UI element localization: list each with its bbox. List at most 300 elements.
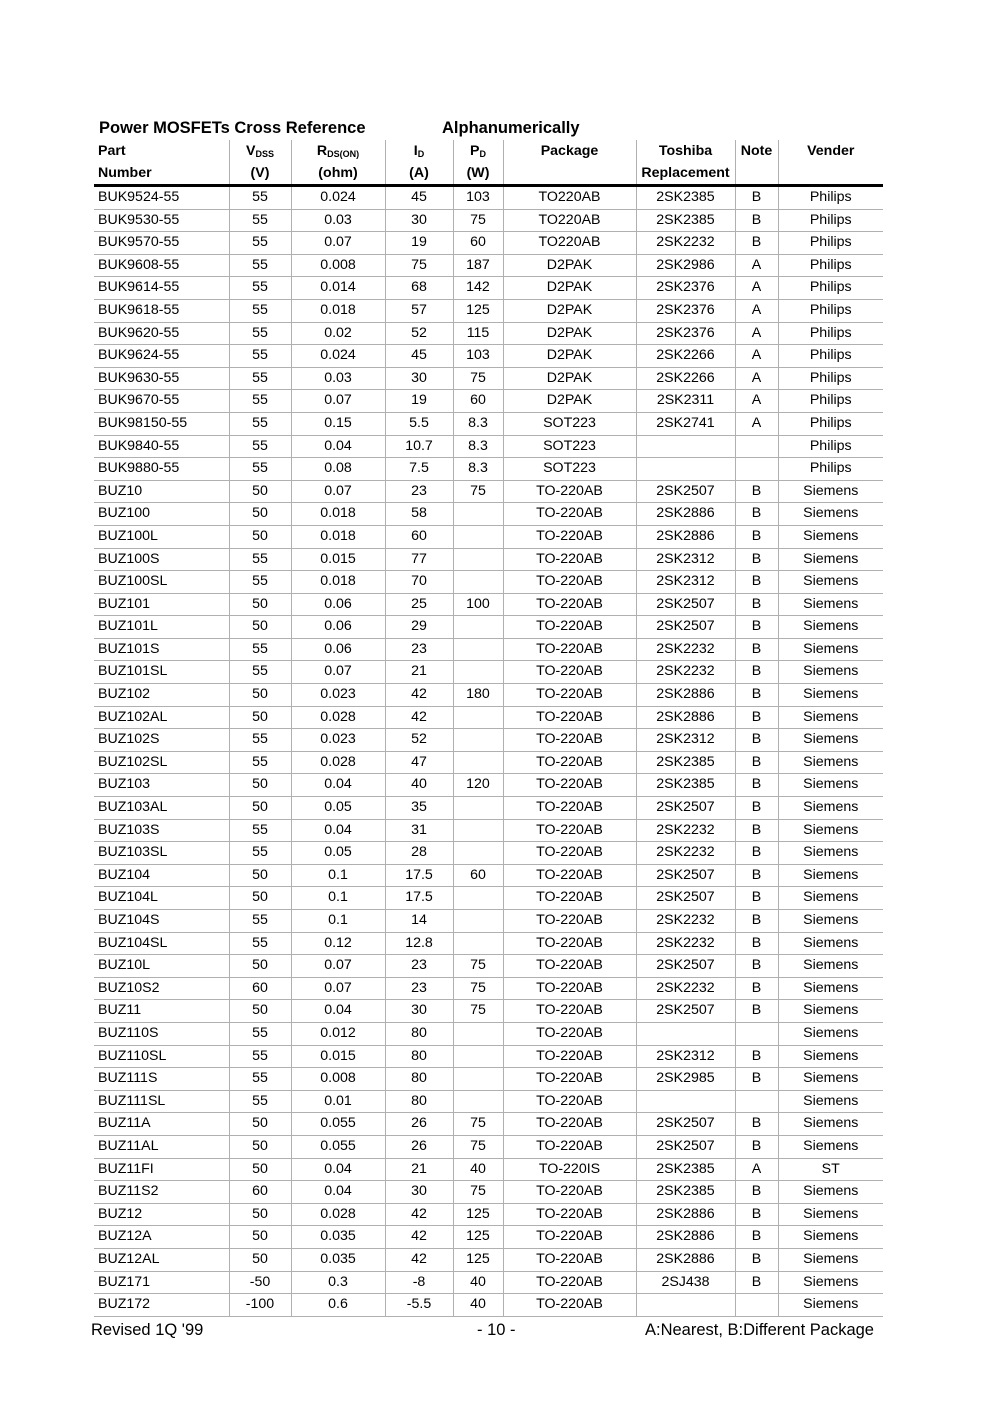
cell-id: 30 (385, 367, 453, 390)
cell-toshiba (636, 1090, 735, 1113)
table-row (94, 503, 883, 526)
table-row (94, 209, 883, 232)
footer-legend: A:Nearest, B:Different Package (645, 1321, 874, 1339)
cell-vdss: 50 (229, 593, 291, 616)
cell-package: TO-220AB (503, 819, 636, 842)
cell-rds: 0.018 (291, 525, 385, 548)
cell-id: 23 (385, 638, 453, 661)
cell-pd: 125 (453, 1226, 503, 1249)
table-row (94, 1203, 883, 1226)
cell-vender: Philips (778, 322, 883, 345)
cell-package: TO-220AB (503, 503, 636, 526)
table-row (94, 638, 883, 661)
cell-vdss: 50 (229, 1248, 291, 1271)
cell-rds: 0.04 (291, 819, 385, 842)
cell-id: 68 (385, 277, 453, 300)
cell-rds: 0.04 (291, 774, 385, 797)
cell-package: D2PAK (503, 254, 636, 277)
table-row (94, 232, 883, 255)
header-pd: $P_D$ (453, 140, 503, 162)
cell-pd: 60 (453, 864, 503, 887)
cell-package: TO-220AB (503, 684, 636, 707)
cell-vdss: 55 (229, 186, 291, 210)
cell-vender: Siemens (778, 819, 883, 842)
cell-vdss: -100 (229, 1294, 291, 1317)
cell-part: BUZ12AL (94, 1248, 229, 1271)
cell-part: BUZ103SL (94, 842, 229, 865)
cell-rds: 0.07 (291, 390, 385, 413)
cell-note: B (735, 819, 778, 842)
cell-note: B (735, 571, 778, 594)
cell-package: TO-220AB (503, 525, 636, 548)
cell-package: D2PAK (503, 322, 636, 345)
cell-toshiba: 2SK2507 (636, 616, 735, 639)
cell-pd: 8.3 (453, 412, 503, 435)
cell-package: TO-220AB (503, 1248, 636, 1271)
cell-note: B (735, 729, 778, 752)
cell-note: A (735, 345, 778, 368)
table-row (94, 571, 883, 594)
cell-vender: Siemens (778, 1271, 883, 1294)
cell-part: BUZ11S2 (94, 1181, 229, 1204)
cell-rds: 0.015 (291, 548, 385, 571)
header-note-2 (735, 162, 778, 186)
cell-rds: 0.04 (291, 435, 385, 458)
cell-note: B (735, 480, 778, 503)
cell-rds: 0.028 (291, 1203, 385, 1226)
cell-vender: Philips (778, 390, 883, 413)
cell-vdss: 55 (229, 661, 291, 684)
cell-pd (453, 616, 503, 639)
cell-note: B (735, 503, 778, 526)
table-row (94, 1022, 883, 1045)
cell-package: TO-220AB (503, 1045, 636, 1068)
cell-vender: Siemens (778, 1294, 883, 1317)
table-row (94, 1294, 883, 1317)
cell-package: TO-220AB (503, 1113, 636, 1136)
cell-part: BUZ10 (94, 480, 229, 503)
cell-toshiba: 2SK2886 (636, 1226, 735, 1249)
cell-pd: 75 (453, 1181, 503, 1204)
table-row (94, 186, 883, 210)
cell-note: A (735, 390, 778, 413)
cell-vender: Siemens (778, 774, 883, 797)
cell-rds: 0.055 (291, 1135, 385, 1158)
cell-package: TO-220AB (503, 1226, 636, 1249)
cell-note: A (735, 277, 778, 300)
cell-id: 60 (385, 525, 453, 548)
cell-rds: 0.06 (291, 638, 385, 661)
cell-id: 42 (385, 1226, 453, 1249)
cell-toshiba: 2SK2312 (636, 548, 735, 571)
cell-package: TO220AB (503, 232, 636, 255)
cell-id: 23 (385, 480, 453, 503)
cell-part: BUZ172 (94, 1294, 229, 1317)
cell-toshiba: 2SK2507 (636, 797, 735, 820)
cell-vdss: 55 (229, 548, 291, 571)
cell-pd (453, 661, 503, 684)
cell-vender: Siemens (778, 1248, 883, 1271)
cell-rds: 0.055 (291, 1113, 385, 1136)
cell-note: B (735, 1181, 778, 1204)
header-part: Part (98, 143, 126, 159)
cell-id: 23 (385, 977, 453, 1000)
cell-note: B (735, 797, 778, 820)
cell-package: SOT223 (503, 458, 636, 481)
cell-vender: Siemens (778, 910, 883, 933)
cell-note: B (735, 1000, 778, 1023)
cell-package: D2PAK (503, 345, 636, 368)
cell-id: 19 (385, 232, 453, 255)
page-title (99, 119, 580, 138)
table-row (94, 955, 883, 978)
cell-vdss: 50 (229, 480, 291, 503)
cell-package: TO-220AB (503, 616, 636, 639)
cell-toshiba: 2SK2312 (636, 729, 735, 752)
cell-note: B (735, 548, 778, 571)
cell-vender: Siemens (778, 1226, 883, 1249)
cell-vender: Siemens (778, 1022, 883, 1045)
cell-part: BUZ100 (94, 503, 229, 526)
cell-rds: 0.1 (291, 910, 385, 933)
cell-rds: 0.023 (291, 684, 385, 707)
title-right: Alphanumerically (442, 119, 580, 137)
cell-vdss: 50 (229, 887, 291, 910)
cell-part: BUK9618-55 (94, 299, 229, 322)
table-row (94, 548, 883, 571)
cell-toshiba: 2SK2232 (636, 910, 735, 933)
cell-rds: 0.06 (291, 616, 385, 639)
table-row (94, 661, 883, 684)
table-row (94, 864, 883, 887)
cell-toshiba: 2SK2266 (636, 345, 735, 368)
cell-note: B (735, 842, 778, 865)
cell-vdss: 50 (229, 864, 291, 887)
cell-toshiba: 2SK2385 (636, 1181, 735, 1204)
cell-id: 40 (385, 774, 453, 797)
table-row (94, 1045, 883, 1068)
cell-part: BUZ11FI (94, 1158, 229, 1181)
cell-vdss: 55 (229, 299, 291, 322)
cell-vender: Siemens (778, 932, 883, 955)
cell-id: 23 (385, 955, 453, 978)
cell-note: B (735, 616, 778, 639)
cell-vdss: 55 (229, 751, 291, 774)
cell-vender: Siemens (778, 1000, 883, 1023)
cell-part: BUZ111SL (94, 1090, 229, 1113)
cell-pd: 8.3 (453, 458, 503, 481)
cell-package: TO-220AB (503, 910, 636, 933)
cell-vender: Philips (778, 232, 883, 255)
table-header (94, 140, 883, 186)
table-row (94, 367, 883, 390)
cell-package: TO-220AB (503, 977, 636, 1000)
cell-package: TO-220AB (503, 593, 636, 616)
cell-toshiba: 2SK2232 (636, 977, 735, 1000)
cell-pd: 40 (453, 1294, 503, 1317)
cell-note: B (735, 864, 778, 887)
cell-pd (453, 1090, 503, 1113)
cell-vdss: 55 (229, 367, 291, 390)
title-left: Power MOSFETs Cross Reference (99, 119, 366, 137)
cell-vdss: 55 (229, 1090, 291, 1113)
cell-pd: 75 (453, 955, 503, 978)
cell-toshiba: 2SK2385 (636, 186, 735, 210)
cell-id: -5.5 (385, 1294, 453, 1317)
cell-pd (453, 751, 503, 774)
cell-id: -8 (385, 1271, 453, 1294)
cell-id: 21 (385, 661, 453, 684)
cell-vdss: 50 (229, 684, 291, 707)
cell-vdss: 55 (229, 571, 291, 594)
cell-package: TO-220AB (503, 480, 636, 503)
cell-vdss: 50 (229, 955, 291, 978)
cell-toshiba: 2SK2266 (636, 367, 735, 390)
table-row (94, 1135, 883, 1158)
cell-part: BUK9620-55 (94, 322, 229, 345)
cell-toshiba: 2SK2312 (636, 1045, 735, 1068)
cell-toshiba: 2SK2507 (636, 1000, 735, 1023)
cell-package: TO-220AB (503, 571, 636, 594)
header-vdss-unit: (V) (229, 162, 291, 186)
cell-toshiba: 2SK2886 (636, 684, 735, 707)
cell-vdss: 50 (229, 525, 291, 548)
table-row (94, 977, 883, 1000)
header-rds: $R_{DS(ON)}$ (291, 140, 385, 162)
cell-rds: 0.018 (291, 503, 385, 526)
cell-id: 57 (385, 299, 453, 322)
table-row (94, 1000, 883, 1023)
cell-package: TO-220AB (503, 955, 636, 978)
cell-vdss: 55 (229, 842, 291, 865)
cell-id: 42 (385, 684, 453, 707)
cell-id: 17.5 (385, 864, 453, 887)
cell-part: BUZ101L (94, 616, 229, 639)
table-row (94, 751, 883, 774)
table-row (94, 887, 883, 910)
cell-package: TO-220AB (503, 548, 636, 571)
cell-note: B (735, 1248, 778, 1271)
cell-rds: 0.018 (291, 571, 385, 594)
cell-toshiba: 2SK2985 (636, 1068, 735, 1091)
header-package-2 (503, 162, 636, 186)
cell-package: TO-220AB (503, 797, 636, 820)
cell-toshiba: 2SK2385 (636, 774, 735, 797)
cell-toshiba: 2SK2507 (636, 593, 735, 616)
cell-note: B (735, 910, 778, 933)
cell-toshiba: 2SK2312 (636, 571, 735, 594)
cell-rds: 0.07 (291, 232, 385, 255)
cell-part: BUZ104 (94, 864, 229, 887)
cell-package: TO-220AB (503, 638, 636, 661)
cell-toshiba: 2SK2376 (636, 299, 735, 322)
cell-part: BUK9880-55 (94, 458, 229, 481)
table-row (94, 797, 883, 820)
cell-package: TO-220AB (503, 661, 636, 684)
cell-id: 35 (385, 797, 453, 820)
cell-pd (453, 638, 503, 661)
cell-note: A (735, 322, 778, 345)
cell-note (735, 458, 778, 481)
cell-id: 52 (385, 322, 453, 345)
cell-package: TO-220AB (503, 864, 636, 887)
cell-vender: Siemens (778, 571, 883, 594)
cell-part: BUK9608-55 (94, 254, 229, 277)
header-part-2: Number (94, 162, 229, 186)
cell-vdss: 55 (229, 819, 291, 842)
cell-vender: Siemens (778, 661, 883, 684)
cell-toshiba: 2SK2886 (636, 1248, 735, 1271)
cell-vender: Philips (778, 299, 883, 322)
cell-pd: 103 (453, 345, 503, 368)
cell-rds: 0.07 (291, 977, 385, 1000)
cell-pd (453, 932, 503, 955)
cell-vdss: 55 (229, 638, 291, 661)
cell-id: 30 (385, 209, 453, 232)
cell-package: TO220AB (503, 186, 636, 210)
cell-part: BUZ102S (94, 729, 229, 752)
cell-note: B (735, 751, 778, 774)
table-row (94, 1113, 883, 1136)
cell-vender: Philips (778, 254, 883, 277)
cell-note: A (735, 254, 778, 277)
table-row (94, 1158, 883, 1181)
cell-pd: 75 (453, 367, 503, 390)
cell-note: B (735, 1113, 778, 1136)
cell-vender: Siemens (778, 684, 883, 707)
cell-pd: 8.3 (453, 435, 503, 458)
cell-pd: 100 (453, 593, 503, 616)
cell-package: TO-220AB (503, 1022, 636, 1045)
cell-vdss: 55 (229, 729, 291, 752)
cell-id: 7.5 (385, 458, 453, 481)
cell-part: BUK9624-55 (94, 345, 229, 368)
cell-id: 77 (385, 548, 453, 571)
cell-rds: 0.008 (291, 1068, 385, 1091)
header-vender: Vender (778, 140, 883, 162)
cell-vender: Philips (778, 367, 883, 390)
cell-rds: 0.015 (291, 1045, 385, 1068)
table-row (94, 525, 883, 548)
cell-pd (453, 887, 503, 910)
cell-note: B (735, 593, 778, 616)
cell-id: 80 (385, 1090, 453, 1113)
cell-vdss: 50 (229, 503, 291, 526)
cell-vdss: 50 (229, 616, 291, 639)
cell-pd: 125 (453, 299, 503, 322)
cell-toshiba (636, 1022, 735, 1045)
cell-toshiba: 2SK2507 (636, 955, 735, 978)
cell-vender: Philips (778, 345, 883, 368)
table-row (94, 435, 883, 458)
cell-rds: 0.04 (291, 1181, 385, 1204)
cell-pd (453, 729, 503, 752)
cell-note: B (735, 1226, 778, 1249)
cell-pd (453, 503, 503, 526)
cell-vdss: 55 (229, 1022, 291, 1045)
cell-part: BUK98150-55 (94, 412, 229, 435)
cell-note: B (735, 232, 778, 255)
cell-note: B (735, 932, 778, 955)
cell-toshiba: 2SK2311 (636, 390, 735, 413)
cell-package: TO-220AB (503, 1000, 636, 1023)
cell-toshiba: 2SK2886 (636, 525, 735, 548)
table-row (94, 480, 883, 503)
cell-part: BUZ10S2 (94, 977, 229, 1000)
cell-pd: 187 (453, 254, 503, 277)
cell-rds: 0.02 (291, 322, 385, 345)
cell-vender: Siemens (778, 729, 883, 752)
cell-pd (453, 797, 503, 820)
cell-vender: Siemens (778, 593, 883, 616)
cell-vender: Siemens (778, 1090, 883, 1113)
cell-part: BUZ102 (94, 684, 229, 707)
cell-note: B (735, 887, 778, 910)
cell-vender: Siemens (778, 548, 883, 571)
cell-part: BUK9530-55 (94, 209, 229, 232)
cell-vdss: 55 (229, 254, 291, 277)
cell-pd: 75 (453, 1113, 503, 1136)
cell-vdss: 50 (229, 1226, 291, 1249)
cell-vdss: 50 (229, 1135, 291, 1158)
cell-id: 80 (385, 1045, 453, 1068)
cell-vdss: 55 (229, 322, 291, 345)
cell-note (735, 1090, 778, 1113)
cell-id: 58 (385, 503, 453, 526)
cell-part: BUK9670-55 (94, 390, 229, 413)
cell-toshiba: 2SK2886 (636, 706, 735, 729)
cell-package: TO-220AB (503, 1068, 636, 1091)
cell-toshiba: 2SK2232 (636, 932, 735, 955)
cell-pd: 180 (453, 684, 503, 707)
cell-package: TO220AB (503, 209, 636, 232)
cell-toshiba (636, 435, 735, 458)
cell-pd: 40 (453, 1158, 503, 1181)
cell-id: 52 (385, 729, 453, 752)
cell-pd: 125 (453, 1203, 503, 1226)
cell-package: TO-220AB (503, 1135, 636, 1158)
cell-id: 80 (385, 1022, 453, 1045)
cell-rds: 0.008 (291, 254, 385, 277)
cell-package: TO-220AB (503, 932, 636, 955)
cell-pd: 60 (453, 232, 503, 255)
cell-toshiba: 2SK2385 (636, 1158, 735, 1181)
cell-id: 14 (385, 910, 453, 933)
cell-part: BUZ103 (94, 774, 229, 797)
cell-rds: 0.12 (291, 932, 385, 955)
cell-vender: Siemens (778, 525, 883, 548)
cell-note: B (735, 955, 778, 978)
cell-rds: 0.01 (291, 1090, 385, 1113)
cell-pd: 75 (453, 480, 503, 503)
cell-note: B (735, 706, 778, 729)
cell-part: BUZ101SL (94, 661, 229, 684)
cell-vender: Philips (778, 458, 883, 481)
cell-package: TO-220AB (503, 887, 636, 910)
cell-vdss: 55 (229, 1068, 291, 1091)
table-row (94, 593, 883, 616)
cell-vdss: 55 (229, 435, 291, 458)
cell-note: B (735, 684, 778, 707)
cell-id: 19 (385, 390, 453, 413)
cell-id: 21 (385, 1158, 453, 1181)
cell-id: 42 (385, 706, 453, 729)
table-row (94, 932, 883, 955)
cell-part: BUZ12 (94, 1203, 229, 1226)
header-note: Note (735, 140, 778, 162)
cell-pd: 103 (453, 186, 503, 210)
cell-note: B (735, 525, 778, 548)
